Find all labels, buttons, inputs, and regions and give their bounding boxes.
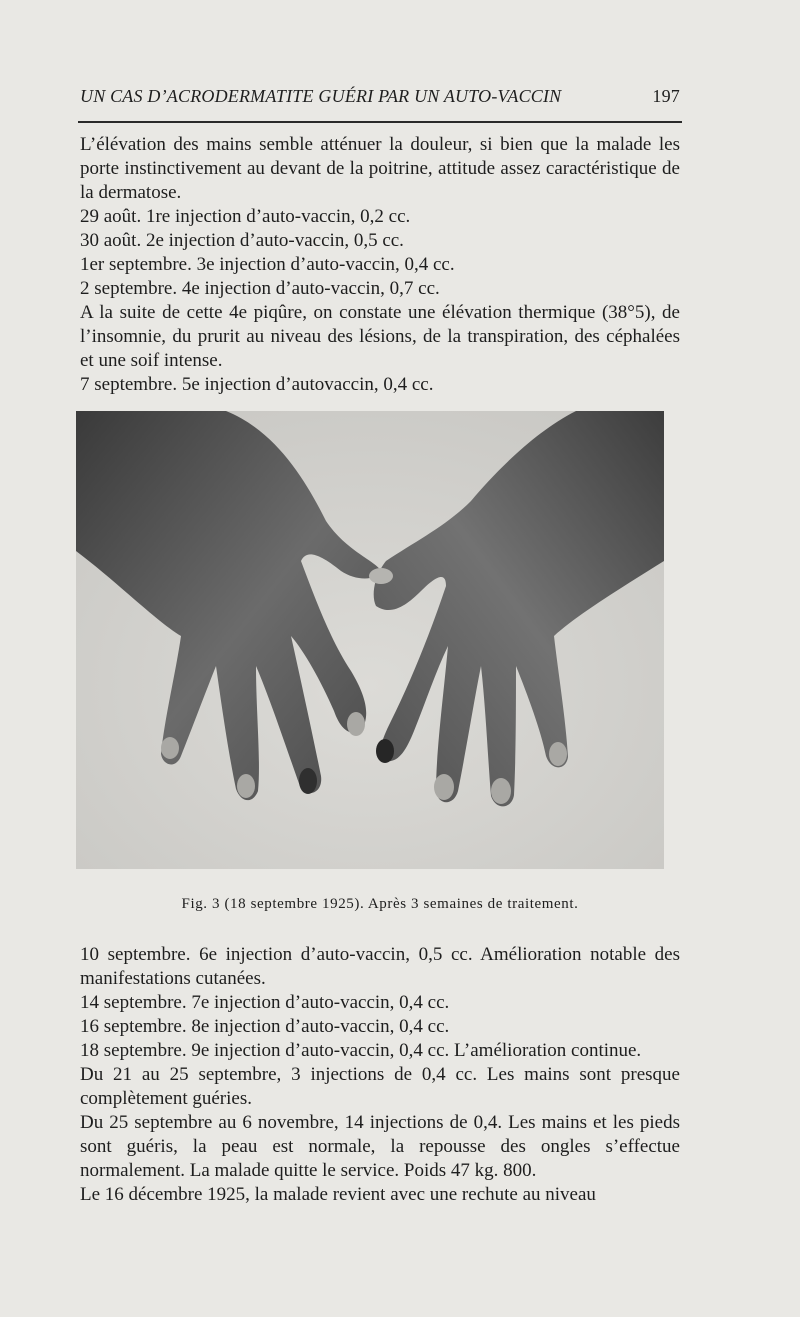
text-block-top [80,133,680,397]
paragraph: L’élévation des mains semble atténuer la douleur, si bien que la malade les porte instinctivement au devant de la poitrine, attitude assez caractéristique de la dermatose. [80,134,680,203]
paragraph: 7 septembre. 5e injection d’autovaccin, 0,4 cc. [80,374,434,395]
running-header [80,86,680,107]
figure-caption: Fig. 3 (18 septembre 1925). Après 3 semaines de traitement. [181,896,579,912]
running-title: UN CAS D’ACRODERMATITE GUÉRI PAR UN AUTO-VACCIN [80,86,562,106]
paragraph: Du 25 septembre au 6 novembre, 14 injections de 0,4. Les mains et les pieds sont guéris, la peau est normale, la repousse des ongles s’effectue normalement. La malade quitte le service. Poids 47 kg. 800. [80,1112,680,1181]
paragraph: A la suite de cette 4e piqûre, on constate une élévation thermique (38°5), de l’insomnie, du prurit au niveau des lésions, de la transpiration, des céphalées et une soif intense. [80,302,680,371]
text-block-bottom [80,943,680,1207]
paragraph: 10 septembre. 6e injection d’auto-vaccin, 0,5 cc. Amélioration notable des manifestations cutanées. [80,944,680,989]
paragraph: Le 16 décembre 1925, la malade revient avec une rechute au niveau [80,1184,596,1205]
paragraph: 16 septembre. 8e injection d’auto-vaccin, 0,4 cc. [80,1016,450,1037]
paragraph: 30 août. 2e injection d’auto-vaccin, 0,5 cc. [80,230,404,251]
page-number: 197 [652,86,680,106]
paragraph: 29 août. 1re injection d’auto-vaccin, 0,2 cc. [80,206,411,227]
paragraph: 2 septembre. 4e injection d’auto-vaccin, 0,7 cc. [80,278,440,299]
hands-illustration [76,411,664,869]
paragraph: Du 21 au 25 septembre, 3 injections de 0,4 cc. Les mains sont presque complètement guéries. [80,1064,680,1109]
header-rule [78,121,682,123]
paragraph: 1er septembre. 3e injection d’auto-vaccin, 0,4 cc. [80,254,455,275]
paragraph: 14 septembre. 7e injection d’auto-vaccin, 0,4 cc. [80,992,450,1013]
hands-photograph [76,411,664,869]
paragraph: 18 septembre. 9e injection d’auto-vaccin, 0,4 cc. L’amélioration continue. [80,1040,642,1061]
